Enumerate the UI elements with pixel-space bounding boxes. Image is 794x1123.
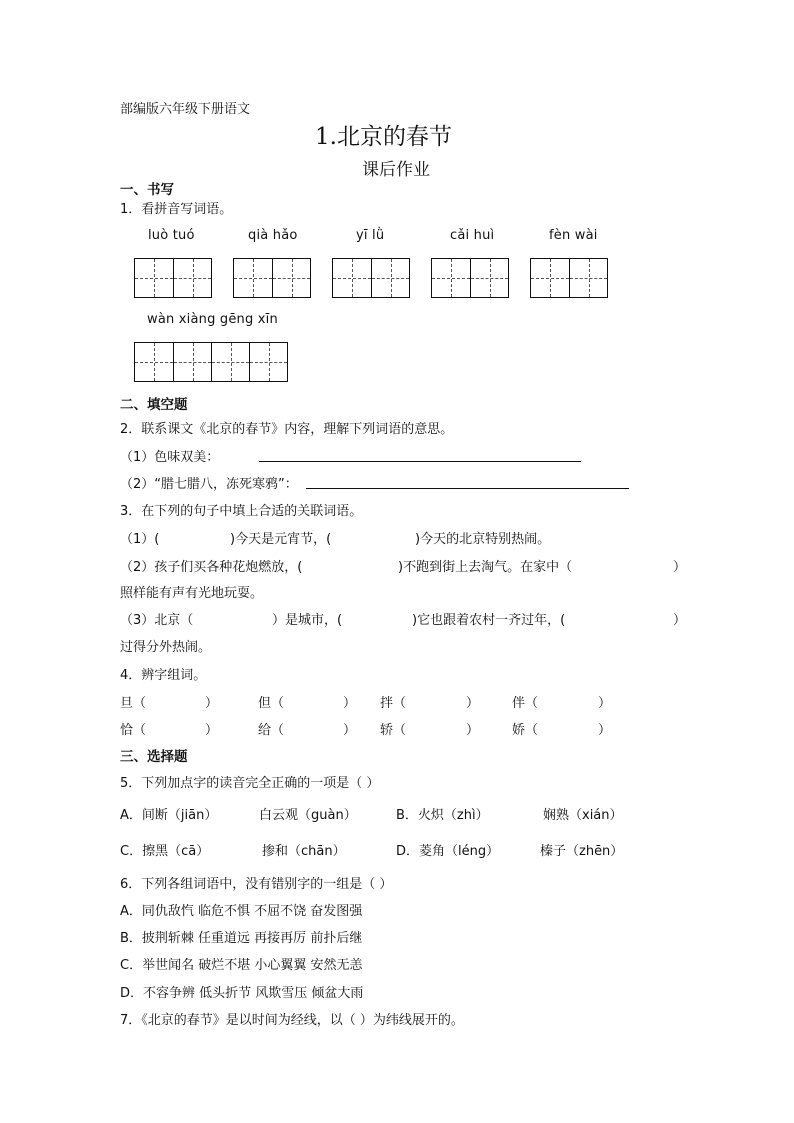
q4-r2-3-close: ）	[466, 723, 480, 738]
q4-r1-4-close: ）	[598, 696, 612, 711]
page-subtitle: 课后作业	[362, 160, 430, 180]
q3-line3-c: )它也跟着农村一齐过年，(	[412, 613, 566, 628]
q5-option-d1: D．菱角（léng）	[396, 844, 500, 859]
q4-r2-2-close: ）	[343, 723, 357, 738]
book-label: 部编版六年级下册语文	[120, 102, 251, 117]
pinyin-1: luò tuó	[148, 228, 195, 243]
pinyin-4: cǎi huì	[450, 228, 495, 243]
q4-r2-1-close: ）	[205, 723, 219, 738]
q5-option-c1: C．擦黑（cā）	[120, 844, 210, 859]
question-5-prompt: 5．下列加点字的读音完全正确的一项是（ ）	[120, 776, 380, 791]
q3-line2-c: ）	[673, 560, 687, 575]
answer-line-2-1[interactable]	[259, 461, 581, 462]
q6-option-d: D．不容争辨 低头折节 风欺雪压 倾盆大雨	[120, 986, 364, 1001]
question-6-prompt: 6．下列各组词语中，没有错别字的一组是（ ）	[120, 877, 393, 892]
q5-option-d2: 榛子（zhēn）	[540, 844, 624, 859]
q3-line1-a: （1）(	[120, 532, 160, 547]
q3-line3-e: 过得分外热闹。	[120, 640, 212, 655]
page-title: 1.北京的春节	[315, 124, 452, 150]
section-heading-fill: 二、填空题	[120, 397, 188, 413]
q4-r2-2: 给（	[258, 723, 285, 738]
section-heading-writing: 一、书写	[120, 182, 174, 198]
q6-option-b: B．披荆斩棘 任重道远 再接再厉 前扑后继	[120, 931, 363, 946]
q4-r2-3: 轿（	[380, 723, 407, 738]
q4-r1-3-close: ）	[466, 696, 480, 711]
writing-grid-2[interactable]	[233, 258, 311, 298]
q5-option-b2: 娴熟（xián）	[543, 808, 623, 823]
answer-line-2-2[interactable]	[306, 488, 629, 489]
q5-option-c2: 掺和（chān）	[262, 844, 346, 859]
question-2-prompt: 2．联系课文《北京的春节》内容，理解下列词语的意思。	[120, 422, 454, 437]
section-heading-choice: 三、选择题	[120, 749, 188, 765]
q6-option-c: C．举世闻名 破烂不堪 小心翼翼 安然无恙	[120, 958, 363, 973]
q3-line1-b: )今天是元宵节，(	[230, 532, 332, 547]
q3-line2-d: 照样能有声有光地玩耍。	[120, 586, 264, 601]
writing-grid-1[interactable]	[134, 258, 212, 298]
q3-line2-b: )不跑到街上去淘气。在家中（	[398, 560, 573, 575]
question-3-prompt: 3．在下列的句子中填上合适的关联词语。	[120, 504, 363, 519]
question-1-prompt: 1．看拼音写词语。	[120, 202, 233, 217]
question-7-prompt: 7．《北京的春节》是以时间为经线，以（ ）为纬线展开的。	[120, 1013, 464, 1028]
writing-grid-5[interactable]	[530, 258, 608, 298]
pinyin-5: fèn wài	[549, 228, 598, 243]
pinyin-3: yī lǜ	[356, 228, 385, 243]
q3-line2-a: （2）孩子们买各种花炮燃放，(	[120, 560, 303, 575]
q5-option-a2: 白云观（guàn）	[259, 808, 357, 823]
pinyin-2: qià hǎo	[248, 228, 298, 243]
q4-r1-4: 伴（	[512, 696, 539, 711]
q3-line3-d: ）	[673, 613, 687, 628]
writing-grid-3[interactable]	[332, 258, 410, 298]
q4-r2-1: 恰（	[120, 723, 147, 738]
q4-r1-3: 拌（	[380, 696, 407, 711]
q5-option-b1: B．火炽（zhì）	[396, 808, 489, 823]
question-4-prompt: 4．辨字组词。	[120, 668, 207, 683]
q5-option-a1: A．间断（jiān）	[120, 808, 218, 823]
writing-grid-6[interactable]	[134, 342, 288, 382]
q4-r1-1-close: ）	[205, 696, 219, 711]
q4-r1-2-close: ）	[343, 696, 357, 711]
q3-line3-a: （3）北京（	[120, 613, 194, 628]
q6-option-a: A．同仇敌忾 临危不惧 不屈不饶 奋发图强	[120, 904, 363, 919]
question-2-item-1: （1）色味双美：	[120, 450, 220, 465]
q4-r2-4-close: ）	[598, 723, 612, 738]
pinyin-6: wàn xiàng gēng xīn	[147, 312, 278, 327]
q4-r1-1: 旦（	[120, 696, 147, 711]
writing-grid-4[interactable]	[431, 258, 509, 298]
q4-r2-4: 娇（	[512, 723, 539, 738]
q4-r1-2: 但（	[258, 696, 285, 711]
q3-line1-c: )今天的北京特别热闹。	[415, 532, 551, 547]
q3-line3-b: ）是城市，(	[272, 613, 343, 628]
question-2-item-2: （2）“腊七腊八，冻死寒鸦”：	[120, 477, 298, 492]
